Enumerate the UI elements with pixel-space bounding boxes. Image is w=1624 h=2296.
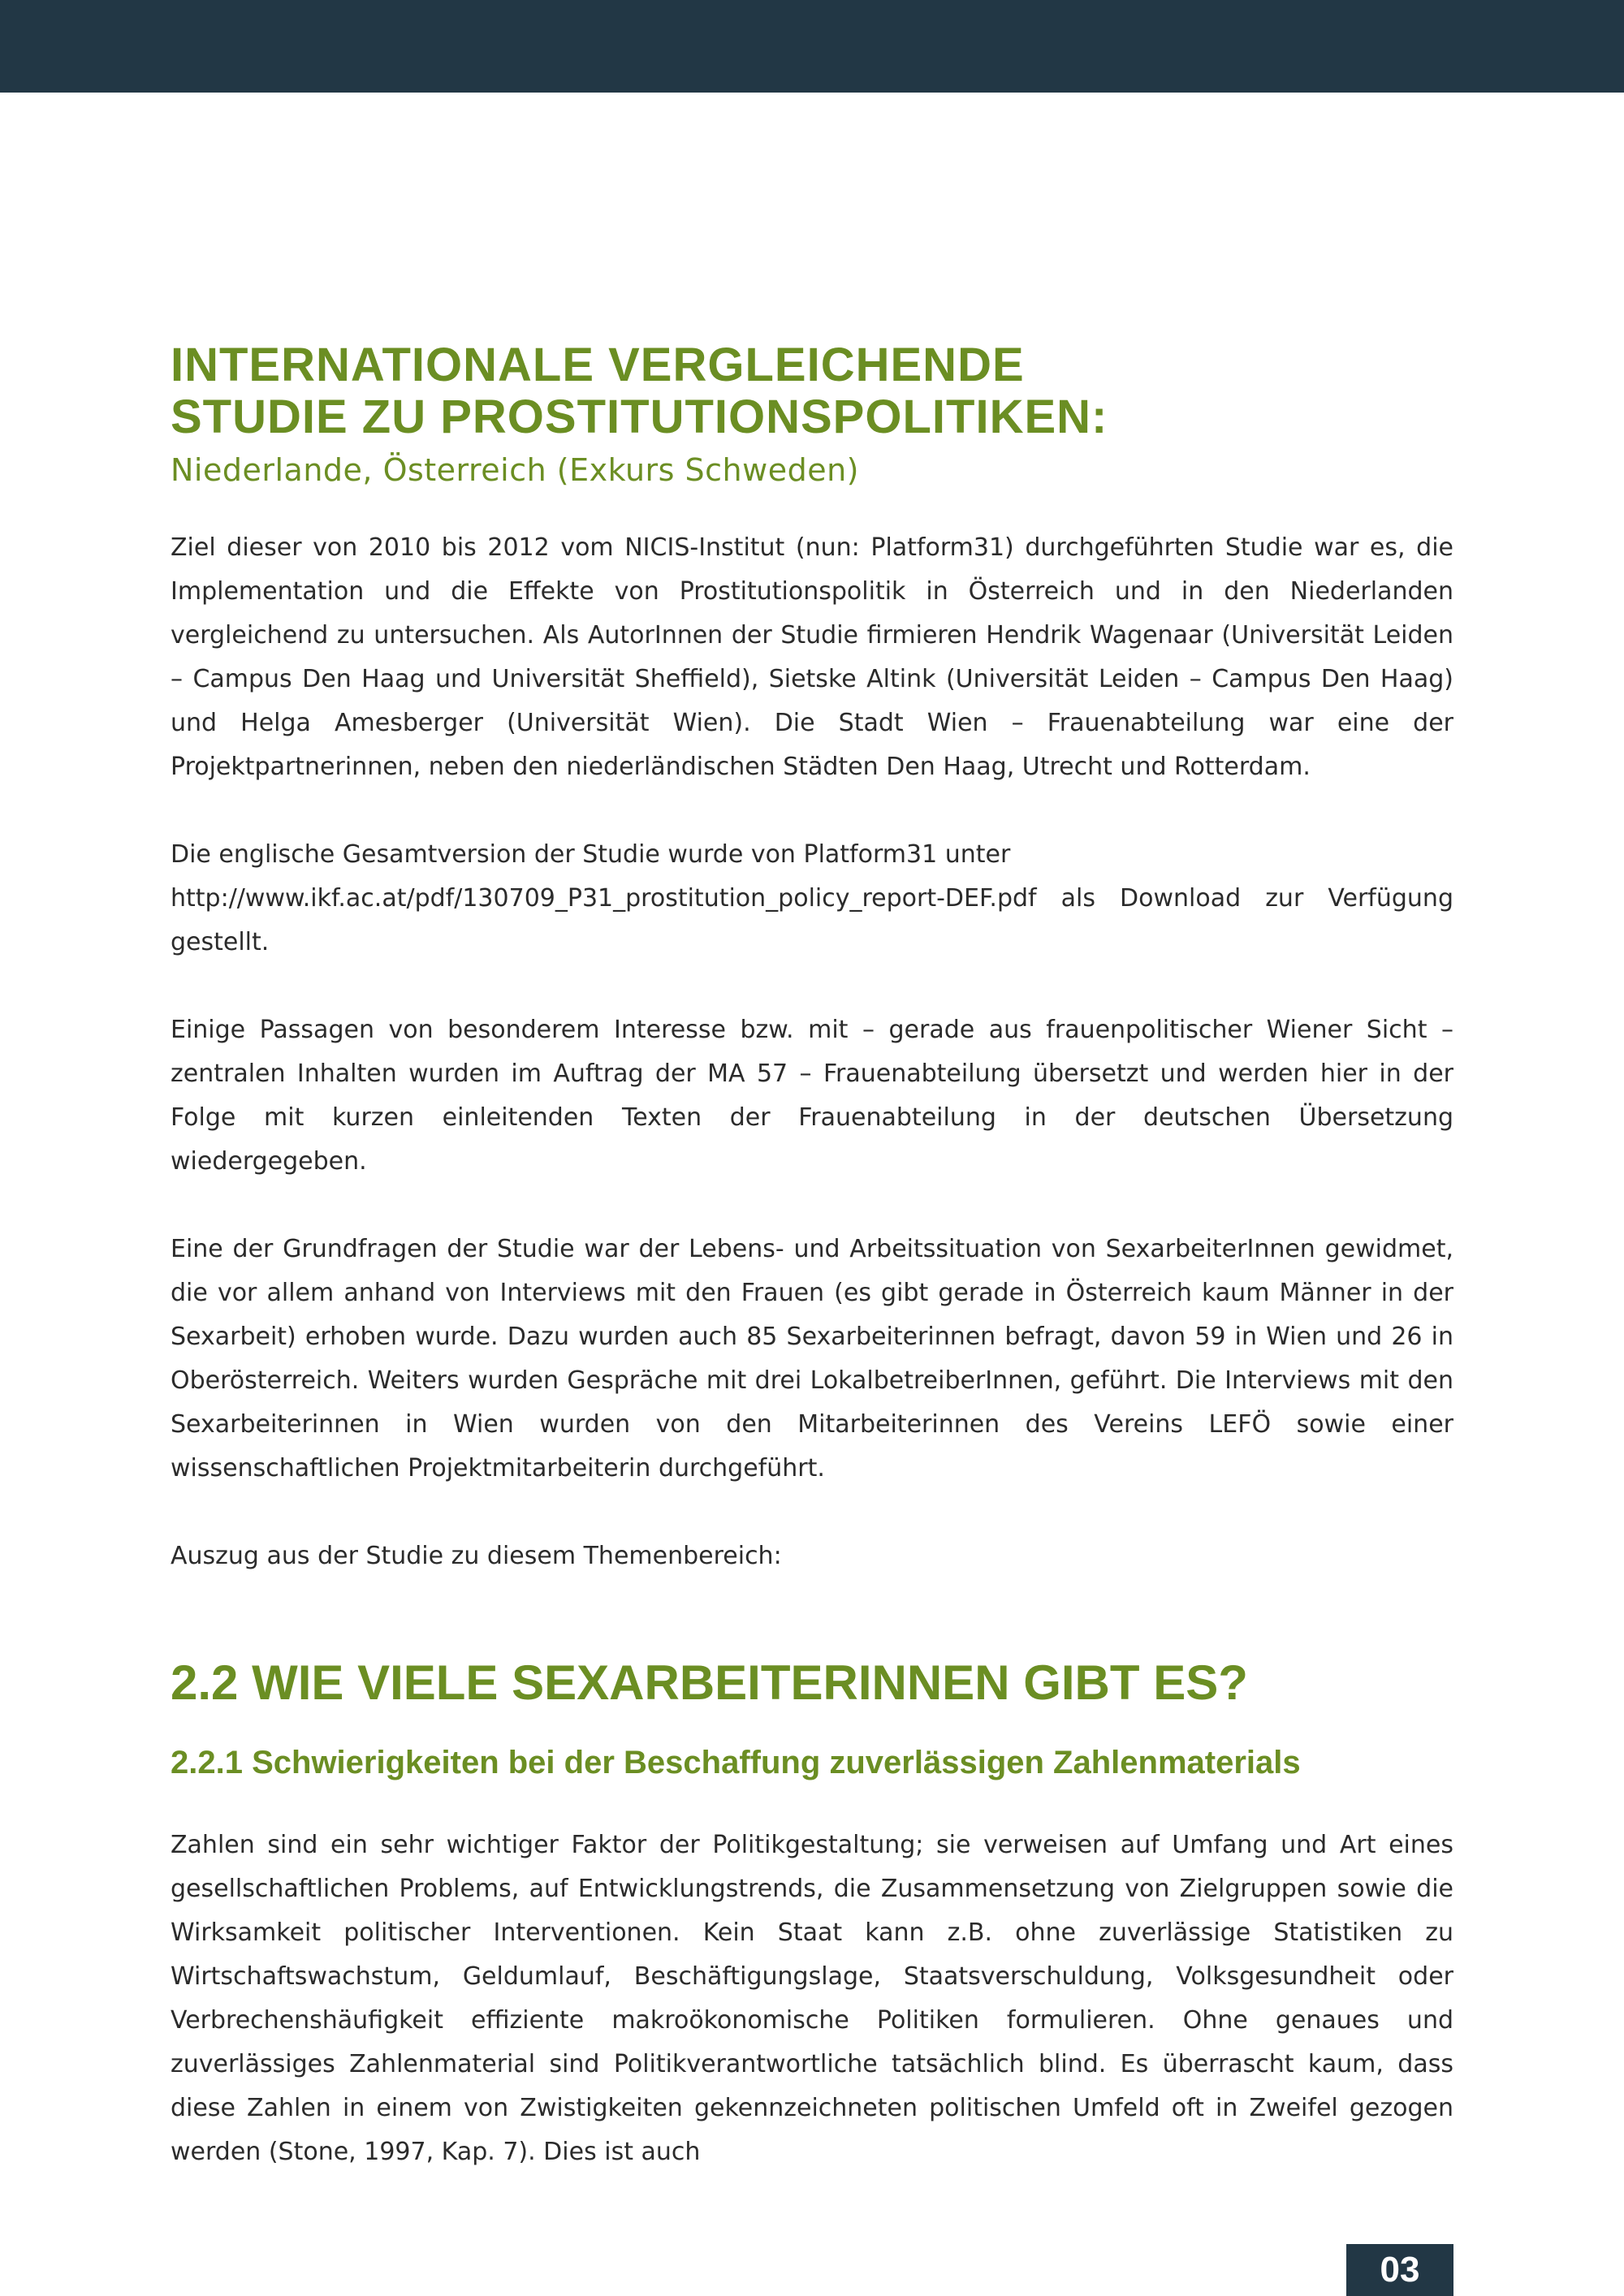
- section-paragraph: Zahlen sind ein sehr wichtiger Faktor der Politikgestaltung; sie verweisen auf Umfang und Art eines gesellschaftlichen Problems, auf Entwicklungstrends, die Zusammensetzung von Zielgruppen sowie die Wirksamkeit politischer Interventionen. Kein Staat kann z.B. ohne zuverlässige Statistiken zu Wirtschaftswachstum, Geldumlauf, Beschäftigungslage, Staatsverschuldung, Volksgesundheit oder Verbrechenshäufigkeit effiziente makroökonomische Politiken formulieren. Ohne genaues und zuverlässiges Zahlenmaterial sind Politikverantwortliche tatsächlich blind. Es überrascht kaum, dass diese Zahlen in einem von Zwistigkeiten gekennzeichneten politischen Umfeld oft in Zweifel gezogen werden (Stone, 1997, Kap. 7). Dies ist auch: [171, 1831, 1453, 2166]
- page-number: 03: [1346, 2244, 1453, 2296]
- intro-paragraph: Ziel dieser von 2010 bis 2012 vom NICIS-Institut (nun: Platform31) durchgeführten Studie war es, die Implementation und die Effekte von Prostitutionspolitik in Österreich und in den Niederlanden vergleichend zu untersuchen. Als AutorInnen der Studie firmieren Hendrik Wagenaar (Universität Leiden – Campus Den Haag und Universität Sheffield), Sietske Altink (Universität Leiden – Campus Den Haag) und Helga Amesberger (Universität Wien). Die Stadt Wien – Frauenabteilung war eine der Projektpartnerinnen, neben den niederländischen Städten Den Haag, Utrecht und Rotterdam.: [171, 533, 1453, 781]
- page-content: [171, 339, 1453, 2174]
- subsection-heading: 2.2.1 Schwierigkeiten bei der Beschaffung zuverlässigen Zahlenmaterials: [171, 1745, 1301, 1780]
- title-line-2: STUDIE ZU PROSTITUTIONSPOLITIKEN:: [171, 391, 1108, 443]
- section-heading: 2.2 WIE VIELE SEXARBEITERINNEN GIBT ES?: [171, 1655, 1248, 1710]
- download-note-line: Die englische Gesamtversion der Studie wurde von Platform31 unter: [171, 840, 1011, 869]
- header-bar: [0, 0, 1624, 93]
- title-line-1: INTERNATIONALE VERGLEICHENDE: [171, 339, 1025, 391]
- excerpt-intro: Auszug aus der Studie zu diesem Themenbereich:: [171, 1542, 782, 1570]
- research-paragraph: Eine der Grundfragen der Studie war der Lebens- und Arbeitssituation von SexarbeiterInnen gewidmet, die vor allem anhand von Interviews mit den Frauen (es gibt gerade in Österreich kaum Männer in der Sexarbeit) erhoben wurde. Dazu wurden auch 85 Sexarbeiterinnen befragt, davon 59 in Wien und 26 in Oberösterreich. Weiters wurden Gespräche mit drei LokalbetreiberInnen, geführt. Die Interviews mit den Sexarbeiterinnen in Wien wurden von den Mitarbeiterinnen des Vereins LEFÖ sowie einer wissenschaftlichen Projektmitarbeiterin durchgeführt.: [171, 1235, 1453, 1482]
- download-note: [171, 833, 1453, 965]
- translation-paragraph: Einige Passagen von besonderem Interesse bzw. mit – gerade aus frauenpolitischer Wiener Sicht – zentralen Inhalten wurden im Auftrag der MA 57 – Frauenabteilung übersetzt und werden hier in der Folge mit kurzen einleitenden Texten der Frauenabteilung in der deutschen Übersetzung wiedergegeben.: [171, 1016, 1453, 1176]
- download-link-text: http://www.ikf.ac.at/pdf/130709_P31_prostitution_policy_report-DEF.pdf als Download zur Verfügung gestellt.: [171, 884, 1453, 956]
- document-title: [171, 339, 1453, 443]
- document-subtitle: Niederlande, Österreich (Exkurs Schweden): [171, 452, 860, 488]
